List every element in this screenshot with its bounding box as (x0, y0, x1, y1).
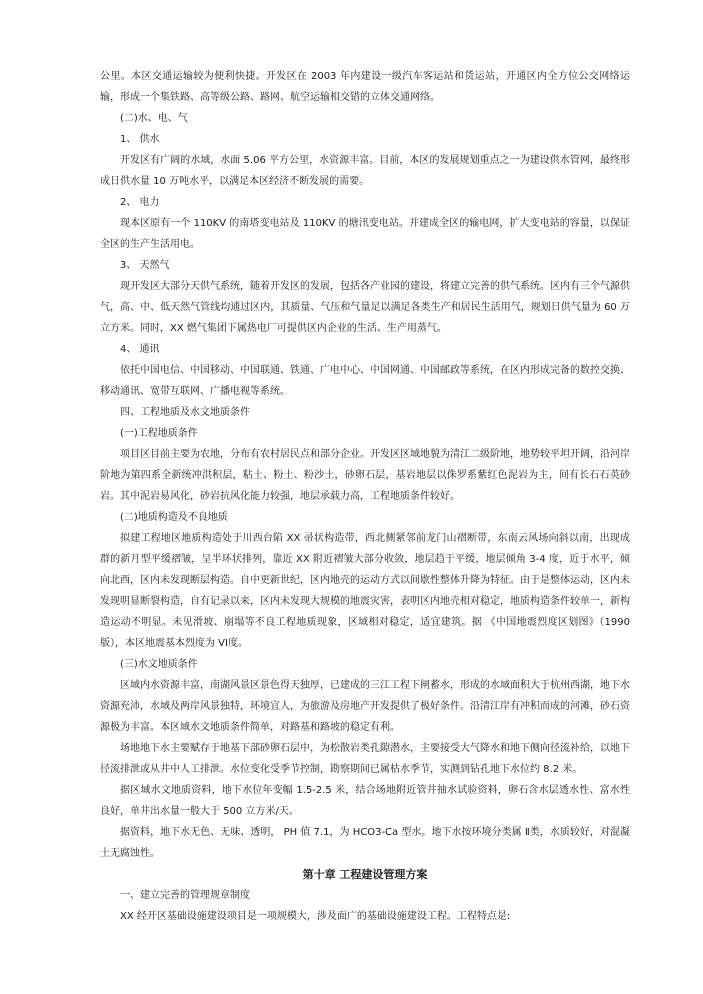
subheading-natural-gas: 3、 天然气 (120, 260, 170, 271)
subheading-engineering-geology: (一)工程地质条件 (120, 428, 198, 439)
subheading-electricity: 2、 电力 (120, 197, 160, 208)
section-heading-water-power-gas: (二)水、电、气 (120, 113, 188, 124)
chapter-title: 第十章 工程建设管理方案 (302, 868, 428, 881)
paragraph-management: XX 经开区基础设施建设项目是一项规模大，涉及面广的基础设施建设工程。工程特点是: (120, 911, 511, 922)
section-heading-geology: 四、工程地质及水文地质条件 (120, 407, 250, 418)
paragraph-electricity: 现本区原有一个 110KV 的南塔变电站及 110KV 的塘汛变电站。并建成全区的输电网，扩大变电站的容量，以保证全区的生产生活用电。 (100, 218, 630, 250)
paragraph-water-supply: 开发区有广阔的水域，水面 5.06 平方公里，水资源丰富。目前，本区的发展规划重点之一为建设供水管网，最终形成日供水量 10 万吨水平，以满足本区经济不断发展的需要。 (100, 155, 630, 187)
paragraph-hydrogeology-2: 场地地下水主要赋存于地基下部砂卵石层中，为松散岩类孔隙潜水，主要接受大气降水和地下侧向径流补给，以地下径流排泄或从井中人工排泄。水位变化受季节控制，勘察期间已属枯水季节，实测到钻孔地下水位约 8.2 米。 (100, 743, 630, 775)
paragraph-hydrogeology-4: 据资料，地下水无色、无味、透明， PH 值 7.1，为 HCO3-Ca 型水。地下水按环境分类属 Ⅱ类，水质较好，对混凝土无腐蚀性。 (100, 827, 630, 859)
paragraph-communications: 依托中国电信、中国移动、中国联通、铁通、广电中心、中国网通、中国邮政等系统，在区内形成完备的数控交换、移动通讯、宽带互联网、广播电视等系统。 (100, 365, 630, 397)
paragraph-natural-gas: 现开发区大部分天供气系统，随着开发区的发展，包括各产业园的建设，将建立完善的供气系统。区内有三个气源供气，高、中、低天然气管线均通过区内，其质量、气压和气量足以满足各类生产和居民生活用气，规划日供气量为 60 万立方米。同时，XX 燃气集团下属热电厂可提供区内企业的生活、生产用蒸气。 (100, 281, 630, 334)
subheading-geological-structure: (二)地质构造及不良地质 (120, 512, 228, 523)
subheading-hydrogeology: (三)水文地质条件 (120, 659, 198, 670)
paragraph-hydrogeology-3: 据区域水文地质资料，地下水位年变幅 1.5-2.5 米，结合场地附近管井抽水试验资料，卵石含水层透水性、富水性良好，单井出水量一般大于 500 立方米/天。 (100, 785, 630, 817)
paragraph-engineering-geology: 项目区目前主要为农地，分布有农村居民点和部分企业。开发区区域地貌为清江二级阶地，地势较平坦开阔，沿河岸阶地为第四系全新统冲洪积层，粘土、粉土、粉沙土，砂卵石层，基岩地层以侏罗系紫红色泥岩为主，间有长石石英砂岩。其中泥岩易风化，砂岩抗风化能力较强，地层承载力高，工程地质条件较好。 (100, 449, 630, 502)
subheading-water-supply: 1、 供水 (120, 134, 160, 145)
paragraph-transport: 公里。本区交通运输较为便利快捷。开发区在 2003 年内建设一级汽车客运站和货运站，开通区内全方位公交网络运输，形成一个集铁路、高等级公路、路网、航空运输相交错的立体交通网络。 (100, 71, 630, 103)
paragraph-geological-structure: 拟建工程地区地质构造处于川西台陷 XX 帚状构造带，西北侧紧邻前龙门山褶断带，东南云风场向斜以南，出现成群的新月型平缓褶皱，呈半环状排列，靠近 XX 附近褶皱大部分收敛，地层趋于平缓，地层倾角 3-4 度，近于水平，倾向北西，区内未发现断层构造。自中更新世纪，区内地壳的运动方式以间歇性整体升降为特征。由于是整体运动，区内未发现明显断裂构造，自有记录以来，区内未发现大规模的地震灾害，表明区内地壳相对稳定，地质构造条件较单一，新构造运动不明显。未见滑坡、崩塌等不良工程地质现象，区域相对稳定，适宜建筑。据 《中国地震烈度区划图》（1990 版），本区地震基本烈度为 VI度。 (100, 533, 630, 649)
subheading-communications: 4、 通讯 (120, 344, 160, 355)
paragraph-hydrogeology-1: 区域内水资源丰富，南湖风景区景色得天独厚，已建成的三江工程下闸蓄水，形成的水域面积大于杭州西湖，地下水资源充沛，水域及两岸风景独特，环境宜人，为旅游及房地产开发提供了极好条件。沿清江岸有冲积而成的河滩，砂石资源极为丰富。本区域水文地质条件简单，对路基和路坡的稳定有利。 (100, 680, 630, 733)
document-page (100, 66, 630, 927)
section-heading-management: 一、建立完善的管理规章制度 (120, 890, 250, 901)
